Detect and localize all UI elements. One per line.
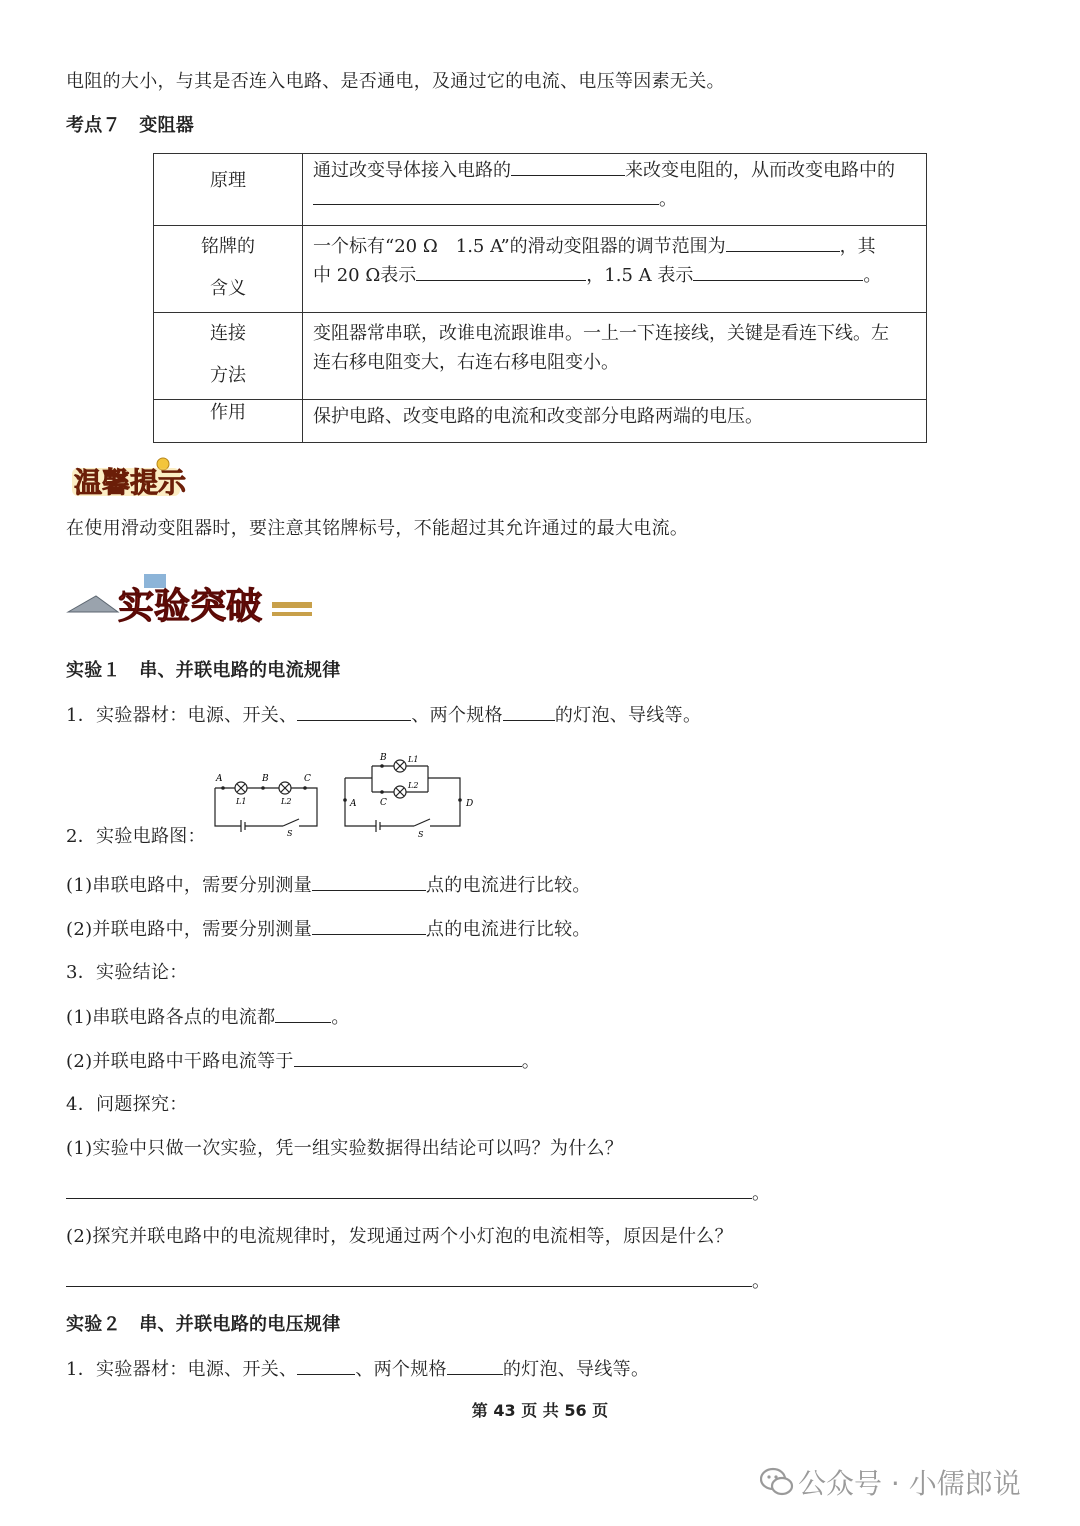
row-content: 保护电路、改变电路的电流和改变部分电路两端的电压。 (303, 400, 927, 443)
row-content: 一个标有“20 Ω 1.5 A”的滑动变阻器的调节范围为 ，其 中 20 Ω表示 ，1.5 A 表示 。 (303, 226, 927, 313)
fill-blank[interactable] (447, 1356, 503, 1375)
top-text: 电阻的大小，与其是否连入电路、是否通电，及通过它的电流、电压等因素无关。 (66, 71, 725, 92)
fill-blank[interactable] (312, 872, 426, 891)
watermark: 公众号 · 小儒郎说 (760, 1462, 1021, 1502)
row-label: 作用 (154, 400, 303, 443)
node-label: C (380, 798, 387, 808)
row-label: 原理 (154, 154, 303, 226)
node-label: B (262, 774, 269, 784)
tip-banner-text: 温馨提示 (74, 466, 187, 498)
row-content: 变阻器常串联，改谁电流跟谁串。一上一下连接线，关键是看连下线。左 连右移电阻变大，右连右移电阻变小。 (303, 313, 927, 400)
node-label: D (466, 799, 474, 809)
fill-blank[interactable] (297, 1356, 355, 1375)
exp1-item2: 2．实验电路图： (66, 826, 206, 847)
exp1-q2: (2)并联电路中，需要分别测量 点的电流进行比较。 (66, 916, 591, 943)
experiment-banner-text: 实验突破 (118, 586, 263, 627)
answer-line: 。 (66, 1180, 770, 1207)
node-label: C (304, 774, 311, 784)
fill-blank[interactable] (313, 186, 659, 205)
tip-text: 在使用滑动变阻器时，要注意其铭牌标号，不能超过其允许通过的最大电流。 (66, 518, 689, 539)
fill-blank[interactable] (503, 702, 555, 721)
node-label: A (216, 774, 223, 784)
switch-label: S (287, 829, 293, 838)
table-row (154, 226, 927, 313)
lamp-label: L2 (281, 797, 292, 806)
exp1-item3: 3．实验结论： (66, 962, 188, 983)
row-label: 铭牌的 含义 (154, 226, 303, 313)
exp1-p1: (1)实验中只做一次实验，凭一组实验数据得出结论可以吗？为什么？ (66, 1138, 624, 1159)
exp1-q1: (1)串联电路中，需要分别测量 点的电流进行比较。 (66, 872, 591, 899)
table-row (154, 400, 927, 443)
switch-label: S (418, 830, 424, 839)
exp1-item4: 4．问题探究： (66, 1094, 188, 1115)
wechat-icon (760, 1467, 794, 1497)
fill-blank[interactable] (726, 233, 840, 252)
fill-blank[interactable] (416, 262, 586, 281)
exp1-item1: 1．实验器材：电源、开关、 、两个规格 的灯泡、导线等。 (66, 702, 701, 729)
fill-blank[interactable] (312, 916, 426, 935)
exp1-c1: (1)串联电路各点的电流都 。 (66, 1004, 350, 1031)
fill-blank[interactable] (297, 702, 411, 721)
lamp-label: L1 (408, 755, 419, 764)
fill-blank[interactable] (275, 1004, 331, 1023)
exp2-title: 实验２ 串、并联电路的电压规律 (66, 1314, 341, 1335)
table-row (154, 154, 927, 226)
lamp-label: L1 (236, 797, 247, 806)
exp1-c2: (2)并联电路中干路电流等于 。 (66, 1048, 540, 1075)
rheostat-table (153, 153, 927, 443)
node-label: B (380, 753, 387, 763)
series-circuit-diagram (205, 770, 325, 840)
fill-blank[interactable] (511, 157, 625, 176)
parallel-circuit-diagram (340, 750, 480, 840)
node-label: A (350, 799, 357, 809)
tip-banner-icon (70, 456, 188, 498)
section-title-7: 考点７ 变阻器 (66, 115, 195, 136)
answer-line: 。 (66, 1268, 770, 1295)
experiment-banner-icon (66, 568, 316, 632)
page-footer: 第 43 页 共 56 页 (471, 1401, 609, 1420)
fill-blank[interactable] (66, 1268, 752, 1287)
fill-blank[interactable] (66, 1180, 752, 1199)
lamp-label: L2 (408, 781, 419, 790)
row-content: 通过改变导体接入电路的 来改变电阻的，从而改变电路中的 。 (303, 154, 927, 226)
table-row (154, 313, 927, 400)
exp1-title: 实验１ 串、并联电路的电流规律 (66, 660, 341, 681)
fill-blank[interactable] (294, 1048, 522, 1067)
row-label: 连接 方法 (154, 313, 303, 400)
exp2-item1: 1．实验器材：电源、开关、 、两个规格 的灯泡、导线等。 (66, 1356, 649, 1383)
fill-blank[interactable] (693, 262, 863, 281)
exp1-p2: (2)探究并联电路中的电流规律时，发现通过两个小灯泡的电流相等，原因是什么？ (66, 1226, 733, 1247)
